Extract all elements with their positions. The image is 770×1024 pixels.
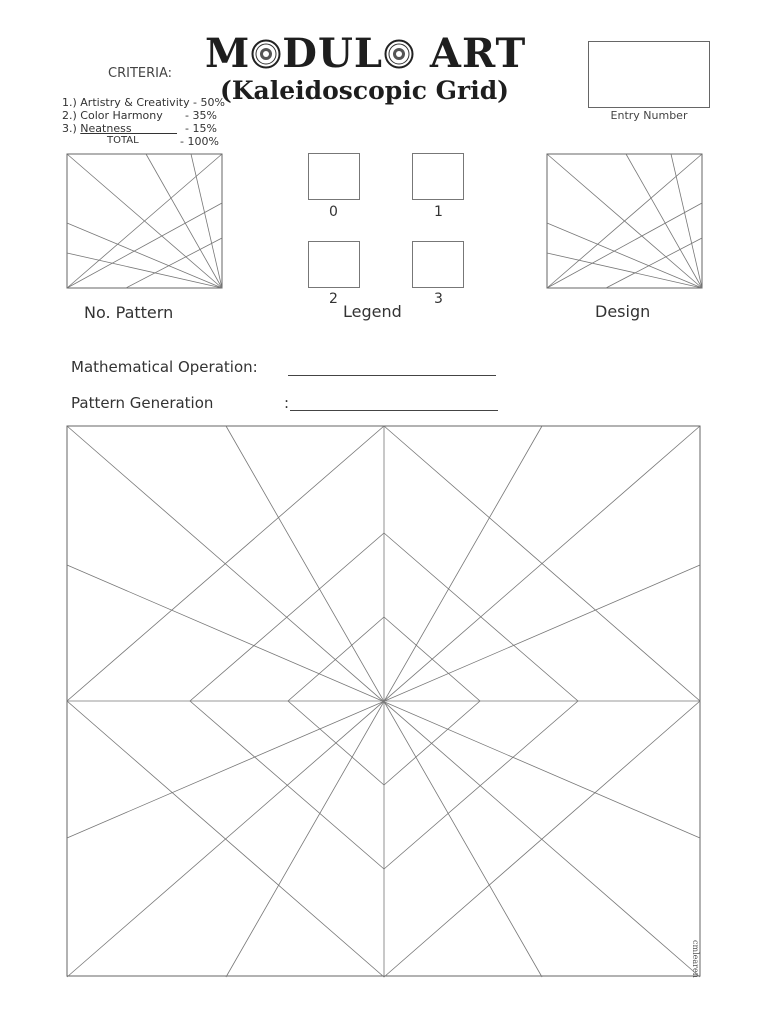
legend-box-1[interactable] bbox=[412, 153, 464, 200]
title-letters-dul: DUL bbox=[282, 30, 383, 77]
criteria-item-label: 3.) Neatness bbox=[62, 122, 178, 135]
design-label: Design bbox=[595, 302, 651, 321]
legend-box-2[interactable] bbox=[308, 241, 360, 288]
number-pattern-label: No. Pattern bbox=[84, 303, 174, 322]
criteria-item-value: - 35% bbox=[185, 109, 217, 122]
pattern-generation-colon: : bbox=[284, 394, 290, 412]
criteria-total-label: TOTAL bbox=[107, 135, 139, 146]
criteria-item-label: 2.) Color Harmony bbox=[62, 109, 163, 122]
legend-number-2: 2 bbox=[329, 291, 338, 307]
entry-number-label: Entry Number bbox=[610, 109, 688, 122]
criteria-item-label: 1.) Artistry & Creativity bbox=[62, 96, 190, 109]
title-letter-m: M bbox=[205, 30, 251, 77]
criteria-neatness-label: Neatness bbox=[80, 122, 178, 135]
credit-text: cmlearen bbox=[691, 940, 700, 978]
entry-number-box[interactable] bbox=[588, 41, 710, 108]
page-title bbox=[205, 30, 527, 77]
pattern-generation-input[interactable] bbox=[290, 410, 498, 411]
math-operation-input[interactable] bbox=[288, 375, 496, 376]
title-word-art: ART bbox=[414, 30, 527, 77]
math-operation-label: Mathematical Operation: bbox=[71, 358, 258, 376]
page-subtitle: (Kaleidoscopic Grid) bbox=[220, 76, 510, 105]
criteria-heading: CRITERIA: bbox=[108, 66, 173, 81]
legend-number-3: 3 bbox=[434, 291, 443, 307]
number-pattern-grid[interactable] bbox=[66, 153, 224, 289]
kaleidoscope-grid[interactable] bbox=[66, 425, 702, 978]
criteria-item-value: - 15% bbox=[185, 122, 217, 135]
criteria-total-value: - 100% bbox=[180, 135, 219, 148]
legend-number-1: 1 bbox=[434, 204, 443, 220]
circular-seal-icon bbox=[251, 39, 281, 69]
pattern-generation-label: Pattern Generation bbox=[71, 394, 214, 412]
circular-seal-icon bbox=[384, 39, 414, 69]
legend-label: Legend bbox=[343, 302, 402, 321]
legend-number-0: 0 bbox=[329, 204, 338, 220]
design-grid[interactable] bbox=[546, 153, 704, 289]
legend-box-3[interactable] bbox=[412, 241, 464, 288]
legend-box-0[interactable] bbox=[308, 153, 360, 200]
criteria-item-value: - 50% bbox=[193, 96, 225, 109]
